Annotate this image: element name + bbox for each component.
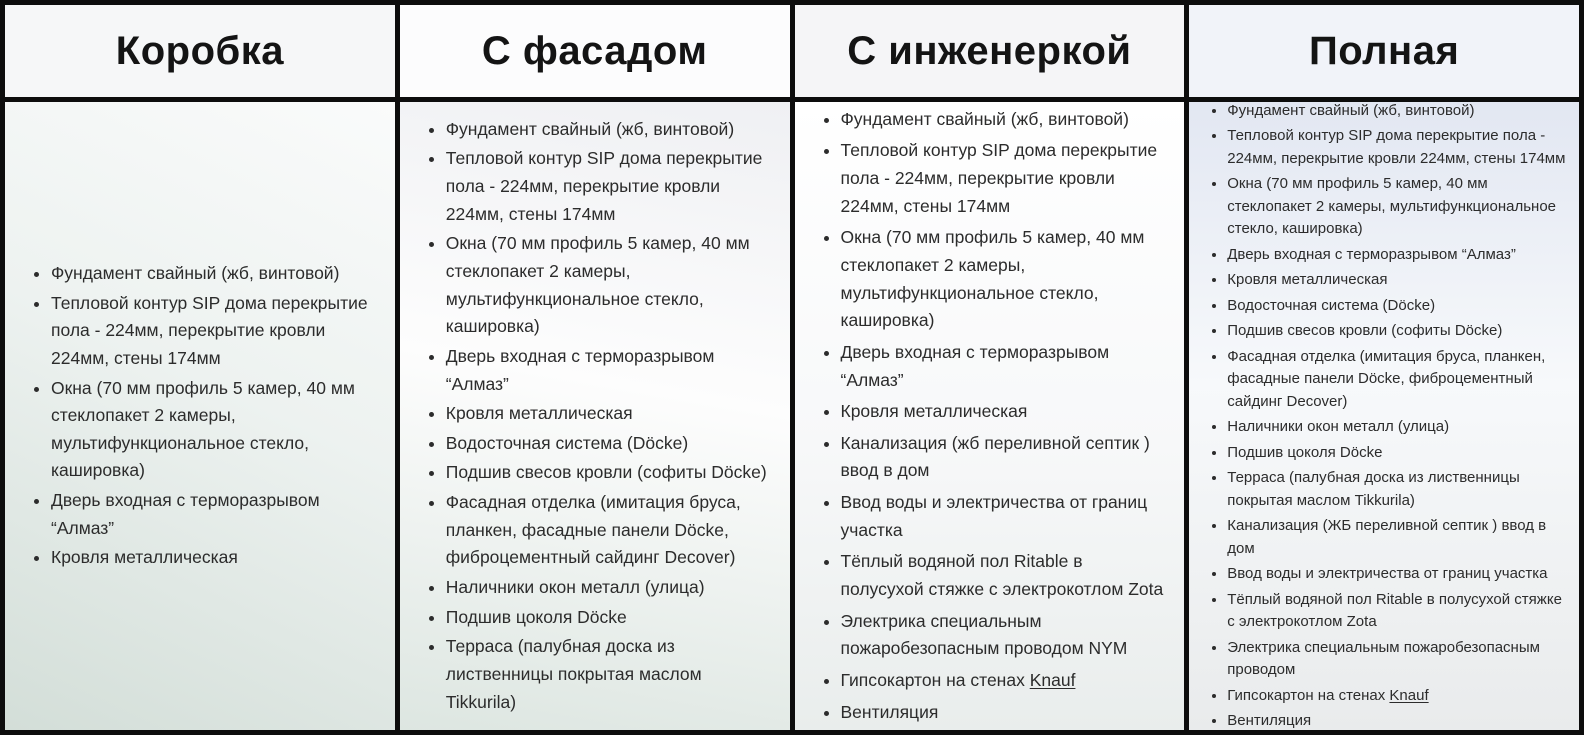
- feature-item: • Ввод воды и электричества от границ участка: [841, 489, 1171, 544]
- feature-item: • Окна (70 мм профиль 5 камер, 40 мм стеклопакет 2 камеры, мультифункциональное стекло, кашировка): [841, 224, 1171, 335]
- feature-item: • Водосточная система (Döcke): [1227, 295, 1569, 318]
- feature-item: • Фундамент свайный (жб, винтовой): [841, 106, 1171, 134]
- feature-list: [795, 102, 1185, 730]
- feature-item: • Терраса (палубная доска из лиственницы покрытая маслом Tikkurila): [1227, 467, 1569, 512]
- feature-item: • Дверь входная с терморазрывом “Алмаз”: [841, 339, 1171, 394]
- feature-item: • Тепловой контур SIP дома перекрытие пола - 224мм, перекрытие кровли 224мм, стены 174мм: [446, 145, 776, 228]
- feature-item: • Кровля металлическая: [841, 398, 1171, 426]
- feature-item: • Ввод воды и электричества от границ участка: [1227, 563, 1569, 586]
- feature-item: • Окна (70 мм профиль 5 камер, 40 мм стеклопакет 2 камеры, мультифункциональное стекло, кашировка): [1227, 173, 1569, 241]
- feature-item: • Канализация (жб переливной септик ) ввод в дом: [841, 430, 1171, 485]
- feature-item: • Электрика специальным пожаробезопасным проводом: [1227, 637, 1569, 682]
- underlined-term-link[interactable]: Knauf: [1029, 669, 1076, 690]
- feature-list: [5, 248, 395, 584]
- column-box: [5, 5, 400, 730]
- column-title: Коробка: [115, 28, 284, 73]
- feature-item: • Водосточная система (Döcke): [446, 430, 776, 458]
- feature-item: • Наличники окон металл (улица): [446, 574, 776, 602]
- feature-item: • Вентиляция: [841, 699, 1171, 727]
- feature-item: • Подшив свесов кровли (софиты Döcke): [446, 459, 776, 487]
- feature-item: • Тепловой контур SIP дома перекрытие пола - 224мм, перекрытие кровли 224мм, стены 174мм: [51, 290, 381, 373]
- feature-item: • Гипсокартон на стенах Knauf: [841, 667, 1171, 695]
- feature-item: • Наличники окон металл (улица): [1227, 416, 1569, 439]
- feature-item: • Окна (70 мм профиль 5 камер, 40 мм стеклопакет 2 камеры, мультифункциональное стекло, кашировка): [446, 230, 776, 341]
- feature-item: • Подшив цоколя Döcke: [446, 604, 776, 632]
- column-header-box: [5, 5, 395, 102]
- column-engineering: [795, 5, 1190, 730]
- column-facade: [400, 5, 795, 730]
- feature-item: • Тёплый водяной пол Ritable в полусухой стяжке с электрокотлом Zota: [841, 548, 1171, 603]
- column-title: С инженеркой: [847, 28, 1132, 73]
- column-body-facade: [400, 102, 790, 730]
- column-body-box: [5, 102, 395, 730]
- feature-item: • Фундамент свайный (жб, винтовой): [51, 260, 381, 288]
- feature-list: [1189, 102, 1579, 730]
- column-title: Полная: [1308, 28, 1460, 73]
- column-body-engineering: [795, 102, 1185, 730]
- column-header-engineering: [795, 5, 1185, 102]
- feature-list: [400, 104, 790, 728]
- feature-item: • Дверь входная с терморазрывом “Алмаз”: [446, 343, 776, 398]
- column-body-full: [1189, 102, 1579, 730]
- feature-item: • Тёплый водяной пол Ritable в полусухой стяжке с электрокотлом Zota: [1227, 589, 1569, 634]
- feature-item: • Кровля металлическая: [446, 400, 776, 428]
- feature-item: • Подшив свесов кровли (софиты Döcke): [1227, 320, 1569, 343]
- feature-item: • Кровля металлическая: [1227, 269, 1569, 292]
- feature-item: • Кровля металлическая: [51, 544, 381, 572]
- feature-item: • Канализация (ЖБ переливной септик ) ввод в дом: [1227, 515, 1569, 560]
- feature-item: • Электрика специальным пожаробезопасным проводом NYM: [841, 608, 1171, 663]
- feature-item: • Тепловой контур SIP дома перекрытие пола - 224мм, перекрытие кровли 224мм, стены 174мм: [1227, 125, 1569, 170]
- feature-item: • Фундамент свайный (жб, винтовой): [446, 116, 776, 144]
- feature-item: • Терраса (палубная доска из лиственницы покрытая маслом Tikkurila): [446, 633, 776, 716]
- column-full: [1189, 5, 1579, 730]
- underlined-term-link[interactable]: Knauf: [1389, 686, 1429, 704]
- feature-item: • Фасадная отделка (имитация бруса, планкен, фасадные панели Döcke, фиброцементный сайдинг Decover): [1227, 346, 1569, 414]
- feature-item: • Подшив цоколя Döcke: [1227, 442, 1569, 465]
- feature-item: • Гипсокартон на стенах Knauf: [1227, 685, 1569, 708]
- column-header-full: [1189, 5, 1579, 102]
- feature-item: • Дверь входная с терморазрывом “Алмаз”: [1227, 244, 1569, 267]
- feature-item: • Фундамент свайный (жб, винтовой): [1227, 102, 1569, 122]
- feature-item: • Дверь входная с терморазрывом “Алмаз”: [51, 487, 381, 542]
- feature-item: • Фасадная отделка (имитация бруса, планкен, фасадные панели Döcke, фиброцементный сайдинг Decover): [446, 489, 776, 572]
- column-title: С фасадом: [481, 28, 708, 73]
- feature-item: • Тепловой контур SIP дома перекрытие пола - 224мм, перекрытие кровли 224мм, стены 174мм: [841, 137, 1171, 220]
- column-header-facade: [400, 5, 790, 102]
- feature-item: • Окна (70 мм профиль 5 камер, 40 мм стеклопакет 2 камеры, мультифункциональное стекло, кашировка): [51, 375, 381, 486]
- feature-item: • Вентиляция: [1227, 710, 1569, 730]
